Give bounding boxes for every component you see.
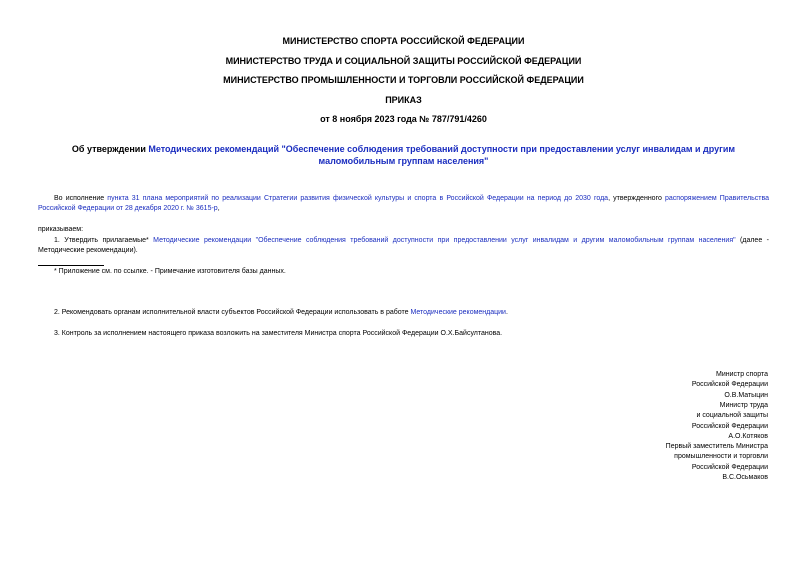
link-item-31[interactable]: пункта 31 — [107, 195, 140, 202]
title-prefix: Об утверждении — [71, 144, 149, 154]
ministry-sport-heading: МИНИСТЕРСТВО СПОРТА РОССИЙСКОЙ ФЕДЕРАЦИИ — [282, 36, 525, 46]
item1-text-a: 1. Утвердить прилагаемые* — [54, 237, 154, 244]
link-method-recommendations[interactable]: Методические рекомендации "Обеспечение соблюдения требований доступности при предоставлении услуг инвалидам и другим маломобильным группам населения" — [153, 237, 736, 244]
doc-type-heading: ПРИКАЗ — [385, 95, 422, 105]
paragraph-item-3: 3. Контроль за исполнением настоящего приказа возложить на заместителя Министра спорта Российской Федерации О.Х.Байсултанова. — [54, 330, 503, 337]
ministry-labor-heading: МИНИСТЕРСТВО ТРУДА И СОЦИАЛЬНОЙ ЗАЩИТЫ РОССИЙСКОЙ ФЕДЕРАЦИИ — [225, 56, 582, 66]
signature-line: Первый заместитель Министра — [665, 443, 768, 451]
item2-text-a: 2. Рекомендовать органам исполнительной власти субъектов Российской Федерации использовать в работе — [54, 309, 411, 316]
preamble-text-a: Во исполнение — [54, 195, 108, 202]
preamble-text-c: , утвержденного — [608, 195, 666, 202]
signature-line: Министр труда — [719, 401, 768, 409]
link-government-order[interactable]: распоряжением Правительства Российской Федерации от 28 декабря 2020 г. № 3615-р — [38, 195, 769, 212]
doc-date-number: от 8 ноября 2023 года № 787/791/4260 — [320, 114, 487, 124]
footnote-text: * Приложение см. по ссылке. - Примечание изготовителя базы данных. — [54, 268, 286, 275]
signature-line: Российской Федерации — [691, 422, 768, 430]
signature-line: Российской Федерации — [691, 463, 768, 471]
order-word: приказываем: — [38, 226, 84, 233]
document-title — [40, 143, 767, 167]
link-strategy-plan[interactable]: плана мероприятий по реализации Стратегии развития физической культуры и спорта в Российской Федерации на период до 2030 года — [142, 195, 609, 202]
preamble-text-d: , — [217, 205, 220, 212]
link-method-recommendations-short[interactable]: Методические рекомендации — [410, 309, 506, 316]
paragraph-item-1 — [38, 236, 769, 256]
footnote-divider — [38, 265, 104, 266]
title-link[interactable]: Методических рекомендаций "Обеспечение соблюдения требований доступности при предоставлении услуг инвалидам и другим маломобильным группам населения" — [148, 144, 736, 166]
item2-text-b: . — [505, 309, 508, 316]
ministry-industry-heading: МИНИСТЕРСТВО ПРОМЫШЛЕННОСТИ И ТОРГОВЛИ РОССИЙСКОЙ ФЕДЕРАЦИИ — [223, 75, 584, 85]
item1-text-b: (далее - Методические рекомендации). — [38, 237, 769, 254]
signature-line: В.С.Осьмаков — [722, 474, 768, 481]
signature-line: А.О.Котяков — [728, 432, 768, 440]
signature-line: промышленности и торговли — [674, 453, 768, 461]
signature-line: О.В.Матыцин — [724, 391, 768, 399]
paragraph-item-2 — [38, 308, 769, 318]
signature-line: Российской Федерации — [691, 381, 768, 389]
paragraph-preamble — [38, 194, 769, 214]
signature-line: Министр спорта — [715, 371, 768, 378]
signature-line: и социальной защиты — [696, 412, 768, 420]
